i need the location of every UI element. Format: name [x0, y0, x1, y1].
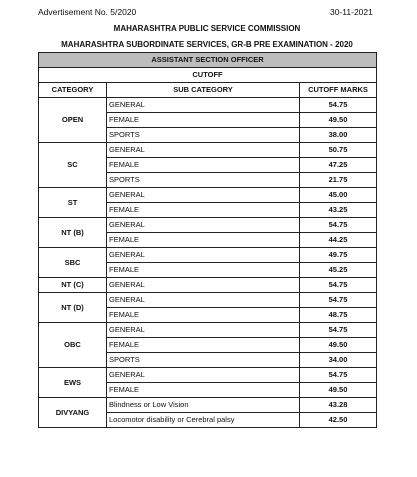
- table-row: [39, 98, 377, 113]
- cutoff-marks-cell: 34.00: [300, 353, 377, 368]
- cutoff-marks-cell: 50.75: [300, 143, 377, 158]
- exam-title: MAHARASHTRA SUBORDINATE SERVICES, GR-B PRE EXAMINATION - 2020: [61, 40, 353, 49]
- sub-category-cell: GENERAL: [107, 293, 300, 308]
- sub-category-cell: GENERAL: [107, 143, 300, 158]
- sub-category-cell: GENERAL: [107, 323, 300, 338]
- sub-category-cell: GENERAL: [107, 368, 300, 383]
- table-row: [39, 143, 377, 158]
- cutoff-table: [38, 52, 377, 428]
- table-row: [39, 278, 377, 293]
- category-cell: ST: [39, 188, 107, 218]
- cutoff-marks-cell: 44.25: [300, 233, 377, 248]
- column-header-sub-category: SUB CATEGORY: [107, 83, 300, 98]
- sub-category-cell: GENERAL: [107, 98, 300, 113]
- cutoff-marks-cell: 54.75: [300, 98, 377, 113]
- cutoff-marks-cell: 49.50: [300, 383, 377, 398]
- table-row: [39, 218, 377, 233]
- cutoff-marks-cell: 54.75: [300, 293, 377, 308]
- cutoff-marks-cell: 38.00: [300, 128, 377, 143]
- advertisement-number: Advertisement No. 5/2020: [38, 7, 137, 17]
- cutoff-marks-cell: 49.75: [300, 248, 377, 263]
- sub-category-cell: GENERAL: [107, 248, 300, 263]
- sub-category-cell: GENERAL: [107, 188, 300, 203]
- category-cell: OBC: [39, 323, 107, 368]
- column-header-category: CATEGORY: [39, 83, 107, 98]
- cutoff-marks-cell: 54.75: [300, 218, 377, 233]
- sub-category-cell: FEMALE: [107, 308, 300, 323]
- column-header-cutoff-marks: CUTOFF MARKS: [300, 83, 377, 98]
- sub-category-cell: SPORTS: [107, 173, 300, 188]
- sub-category-cell: FEMALE: [107, 263, 300, 278]
- category-cell: NT (B): [39, 218, 107, 248]
- cutoff-marks-cell: 43.25: [300, 203, 377, 218]
- category-cell: SBC: [39, 248, 107, 278]
- category-cell: DIVYANG: [39, 398, 107, 428]
- category-cell: SC: [39, 143, 107, 188]
- table-row: [39, 248, 377, 263]
- sub-category-cell: Blindness or Low Vision: [107, 398, 300, 413]
- cutoff-marks-cell: 49.50: [300, 338, 377, 353]
- commission-title: MAHARASHTRA PUBLIC SERVICE COMMISSION: [113, 24, 301, 33]
- table-row: [39, 188, 377, 203]
- category-cell: NT (C): [39, 278, 107, 293]
- post-name: ASSISTANT SECTION OFFICER: [39, 53, 377, 68]
- cutoff-marks-cell: 21.75: [300, 173, 377, 188]
- table-body: [39, 98, 377, 428]
- sub-category-cell: GENERAL: [107, 218, 300, 233]
- cutoff-marks-cell: 54.75: [300, 323, 377, 338]
- cutoff-marks-cell: 45.25: [300, 263, 377, 278]
- sub-category-cell: SPORTS: [107, 128, 300, 143]
- category-cell: NT (D): [39, 293, 107, 323]
- sub-category-cell: Locomotor disability or Cerebral palsy: [107, 413, 300, 428]
- cutoff-marks-cell: 43.28: [300, 398, 377, 413]
- sub-category-cell: GENERAL: [107, 278, 300, 293]
- cutoff-marks-cell: 47.25: [300, 158, 377, 173]
- table-row: [39, 368, 377, 383]
- cutoff-marks-cell: 54.75: [300, 368, 377, 383]
- table-row: [39, 323, 377, 338]
- cutoff-marks-cell: 48.75: [300, 308, 377, 323]
- cutoff-marks-cell: 54.75: [300, 278, 377, 293]
- table-row: [39, 398, 377, 413]
- cutoff-marks-cell: 42.50: [300, 413, 377, 428]
- table-row: [39, 293, 377, 308]
- sub-category-cell: FEMALE: [107, 338, 300, 353]
- category-cell: EWS: [39, 368, 107, 398]
- sub-category-cell: FEMALE: [107, 203, 300, 218]
- cutoff-marks-cell: 45.00: [300, 188, 377, 203]
- document-date: 30-11-2021: [330, 7, 373, 17]
- sub-category-cell: FEMALE: [107, 233, 300, 248]
- cutoff-caption: CUTOFF: [39, 68, 377, 83]
- sub-category-cell: FEMALE: [107, 383, 300, 398]
- sub-category-cell: SPORTS: [107, 353, 300, 368]
- sub-category-cell: FEMALE: [107, 158, 300, 173]
- cutoff-marks-cell: 49.50: [300, 113, 377, 128]
- category-cell: OPEN: [39, 98, 107, 143]
- sub-category-cell: FEMALE: [107, 113, 300, 128]
